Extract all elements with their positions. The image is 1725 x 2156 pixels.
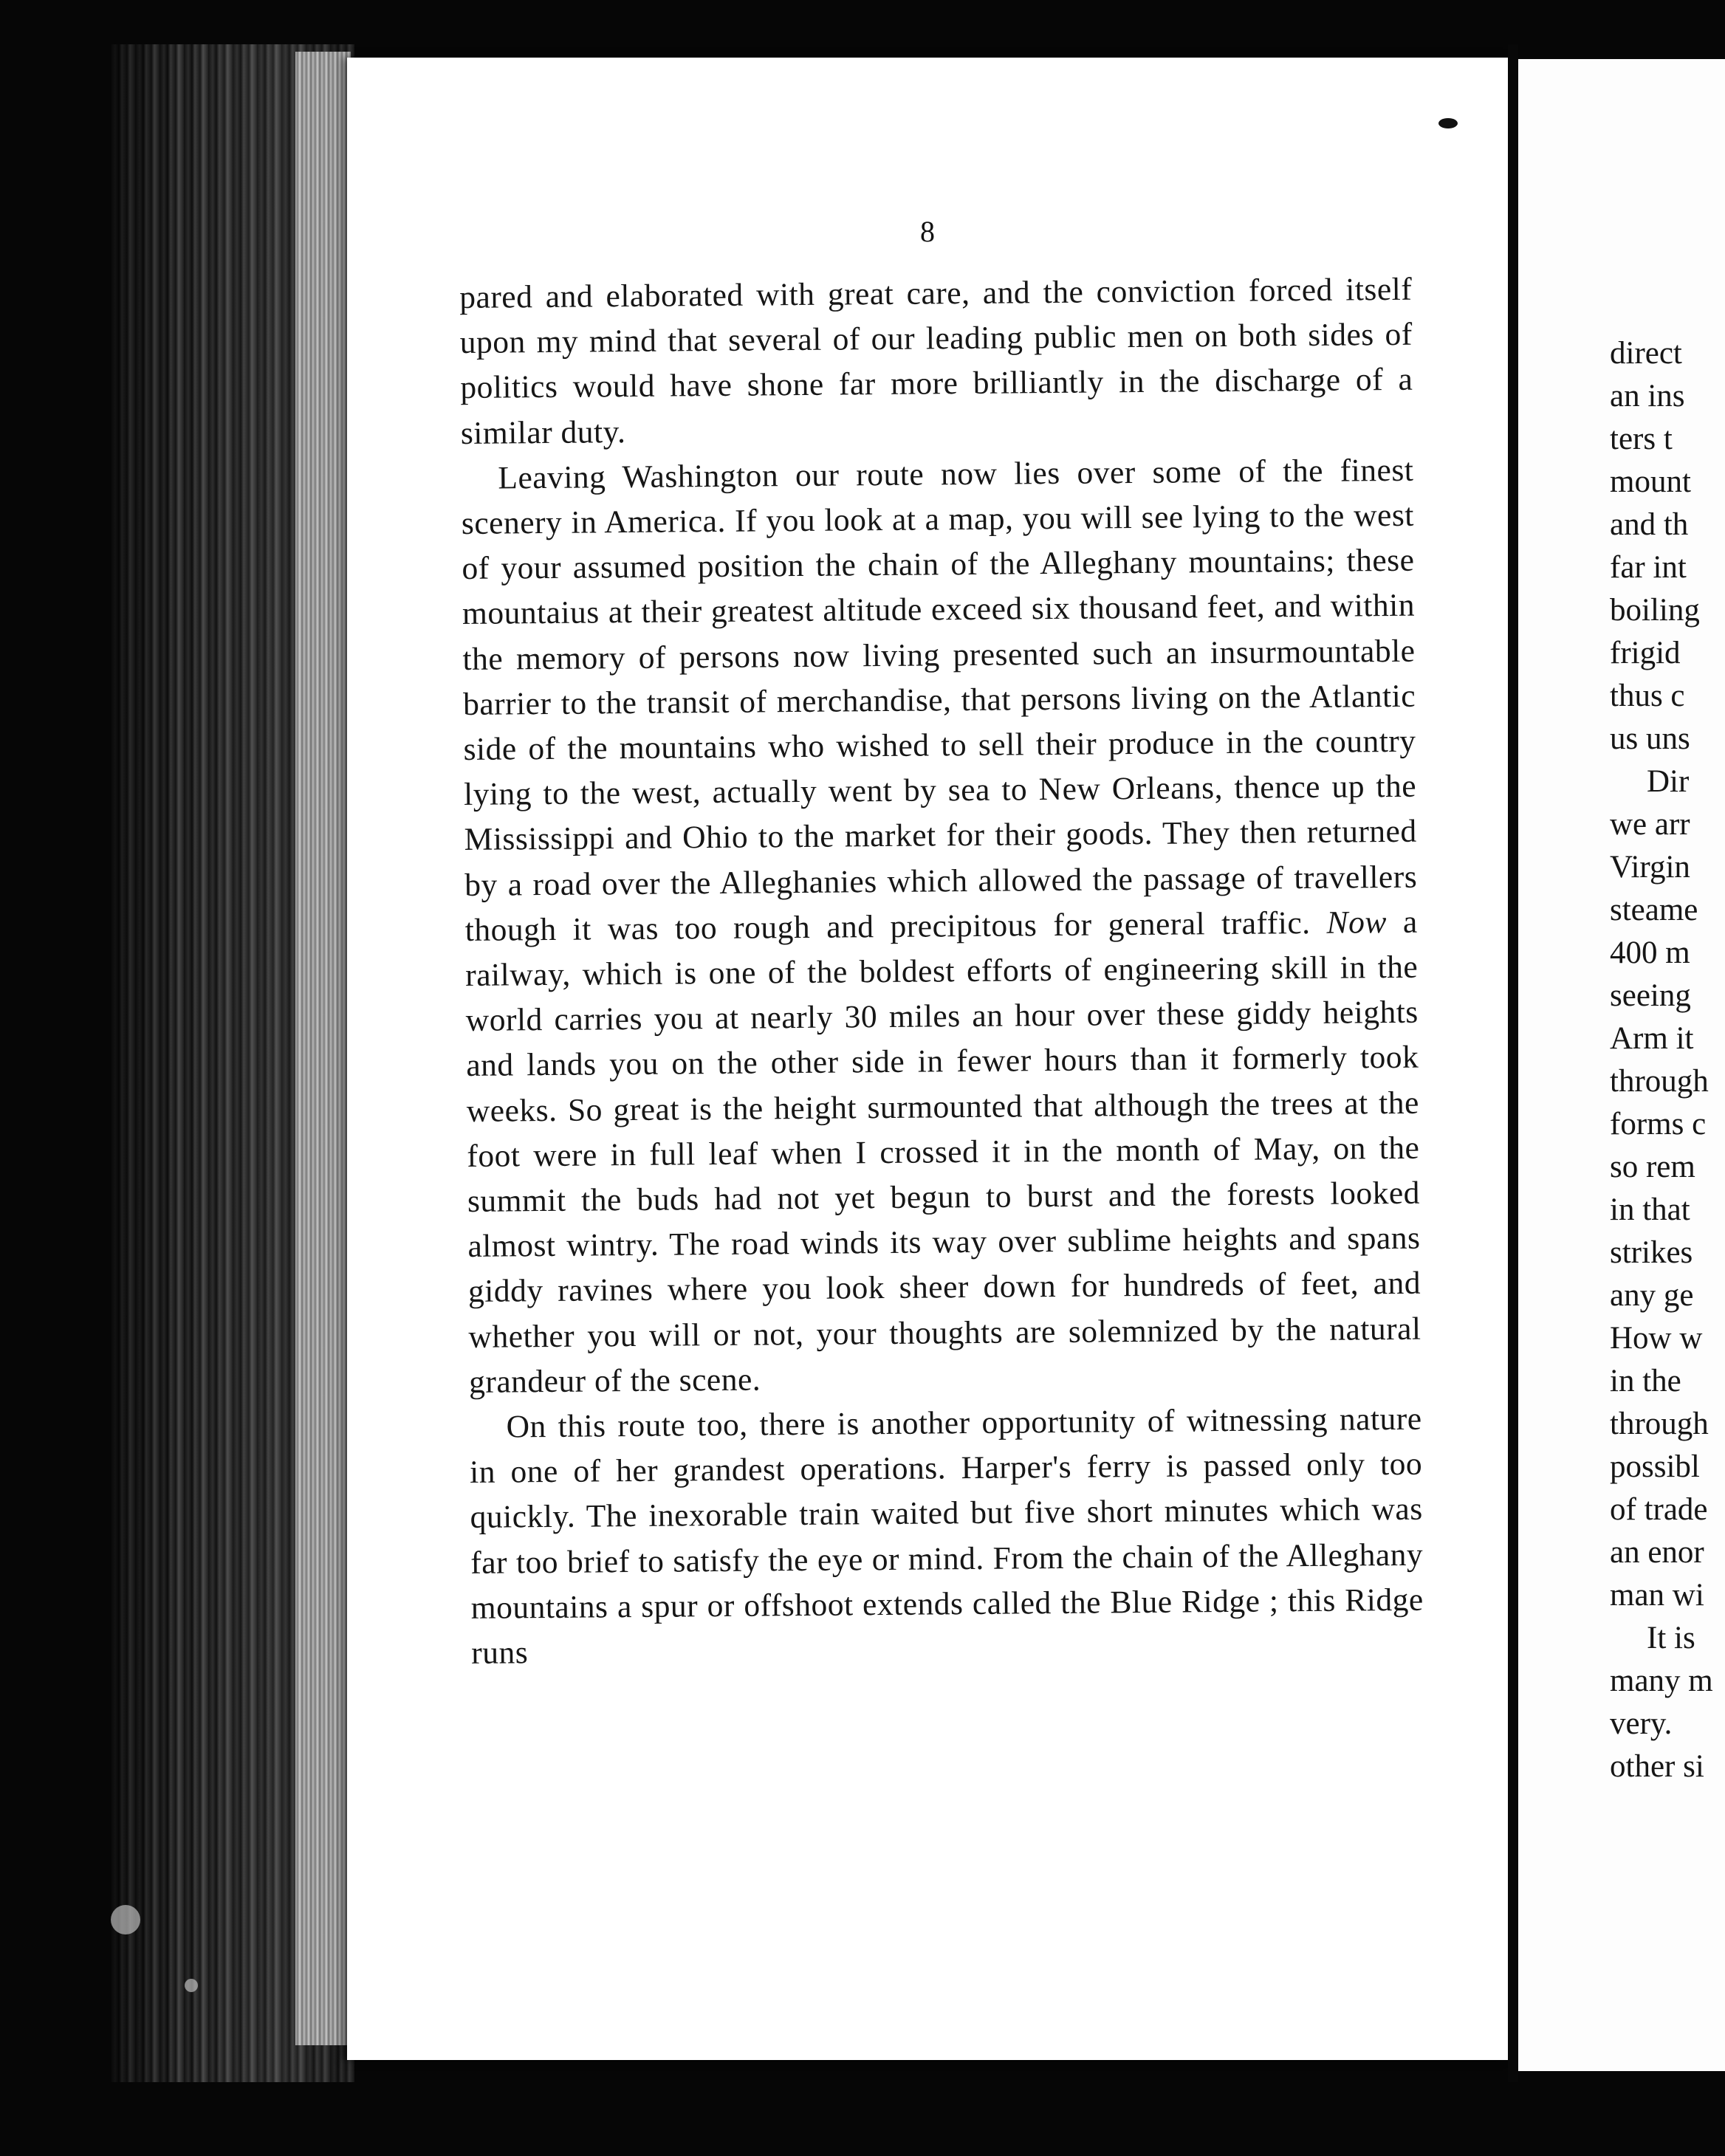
right-page-line: boiling (1610, 593, 1700, 628)
right-page-line: we arr (1610, 807, 1690, 842)
ink-blot-mark (1438, 118, 1458, 128)
right-page-line: seeing (1610, 978, 1691, 1013)
right-page-line: frigid (1610, 636, 1681, 670)
scan-speck (185, 1979, 198, 1992)
right-page-line: through (1610, 1407, 1709, 1441)
right-page-line: in the (1610, 1364, 1681, 1398)
right-page-line: thus c (1610, 679, 1685, 713)
right-page-line: very. (1610, 1706, 1673, 1741)
paragraph-continued: pared and elaborated with great care, and the conviction forced itself upon my mind that several of our leading public men on both sides of politics would have shone far more brilliantly in the discharge of a similar duty. (459, 271, 1413, 451)
scan-speck (111, 1905, 140, 1934)
right-page-text (1610, 332, 1713, 1788)
right-page-line: many m (1610, 1664, 1713, 1698)
page-edge-highlight (295, 52, 351, 2045)
right-page-line: through (1610, 1064, 1709, 1099)
right-page-line: ters t (1610, 422, 1673, 456)
right-page-line: steame (1610, 893, 1698, 927)
right-page-line: any ge (1610, 1278, 1694, 1313)
right-page-line: 400 m (1610, 935, 1690, 970)
right-page-line: Dir (1647, 764, 1690, 799)
right-page-line: far int (1610, 550, 1687, 585)
right-page-line: so rem (1610, 1150, 1695, 1184)
right-page-line: possibl (1610, 1449, 1700, 1484)
right-page-line: How w (1610, 1321, 1703, 1356)
right-page-line: Arm it (1610, 1021, 1694, 1056)
right-page-line: an enor (1610, 1535, 1704, 1570)
right-page-line: in that (1610, 1192, 1690, 1227)
right-page-line: direct (1610, 336, 1682, 371)
right-page-line: Virgin (1610, 850, 1690, 885)
page-body-text (459, 267, 1424, 1676)
paragraph-harpers-ferry: On this route too, there is another opportunity of witnessing nature in one of her grandest operations. Harper's ferry is passed only too quickly. The inexorable train waited but five short minutes which was far too brief to satisfy the eye or mind. From the chain of the Alleghany mountains a spur or offshoot extends called the Blue Ridge ; this Ridge runs (469, 1401, 1424, 1672)
paragraph-2-text-b: a railway, which is one of the boldest efforts of engineering skill in the world carries you at nearly 30 miles an hour over these giddy heights and lands you on the other side in fewer hours than it formerly took weeks. So great is the height surmounted that although the trees at the foot were in full leaf when I crossed it in the month of May, on the summit the buds had not yet begun to burst and the forests looked almost wintry. The road winds its way over sublime heights and spans giddy ravines where you look sheer down for hundreds of feet, and whether you will or not, your thoughts are solemnized by the natural grandeur of the scene. (465, 904, 1422, 1400)
paragraph-2-italic-now: Now (1326, 904, 1388, 941)
right-page-line: It is (1647, 1621, 1695, 1655)
right-page-line: an ins (1610, 379, 1685, 413)
paragraph-leaving-washington (461, 448, 1422, 1405)
right-page-line: man wi (1610, 1578, 1704, 1613)
right-page-line: other si (1610, 1749, 1704, 1784)
left-page (347, 58, 1508, 2060)
right-page-line: strikes (1610, 1235, 1693, 1270)
paragraph-2-text-a: Leaving Washington our route now lies over some of the finest scenery in America. If you look at a map, you will see lying to the west of your assumed position the chain of the Alleghany mountains; these mountaius at their greatest altitude exceed six thousand feet, and within the memory of persons now living presented such an insurmountable barrier to the transit of merchandise, that persons living on the Atlantic side of the mountains who wished to sell their produce in the country lying to the west, actually went by sea to New Orleans, thence up the Mississippi and Ohio to the market for their goods. They then returned by a road over the Alleghanies which allowed the passage of travellers though it was too rough and precipitous for general traffic. (461, 452, 1418, 948)
right-page-line: mount (1610, 464, 1691, 499)
book-gutter (1508, 44, 1518, 2082)
right-page-line: and th (1610, 507, 1689, 542)
right-page-fragment (1518, 59, 1725, 2071)
right-page-line: of trade (1610, 1492, 1708, 1527)
page-number: 8 (920, 215, 935, 248)
right-page-line: us uns (1610, 721, 1690, 756)
right-page-line: forms c (1610, 1107, 1707, 1141)
